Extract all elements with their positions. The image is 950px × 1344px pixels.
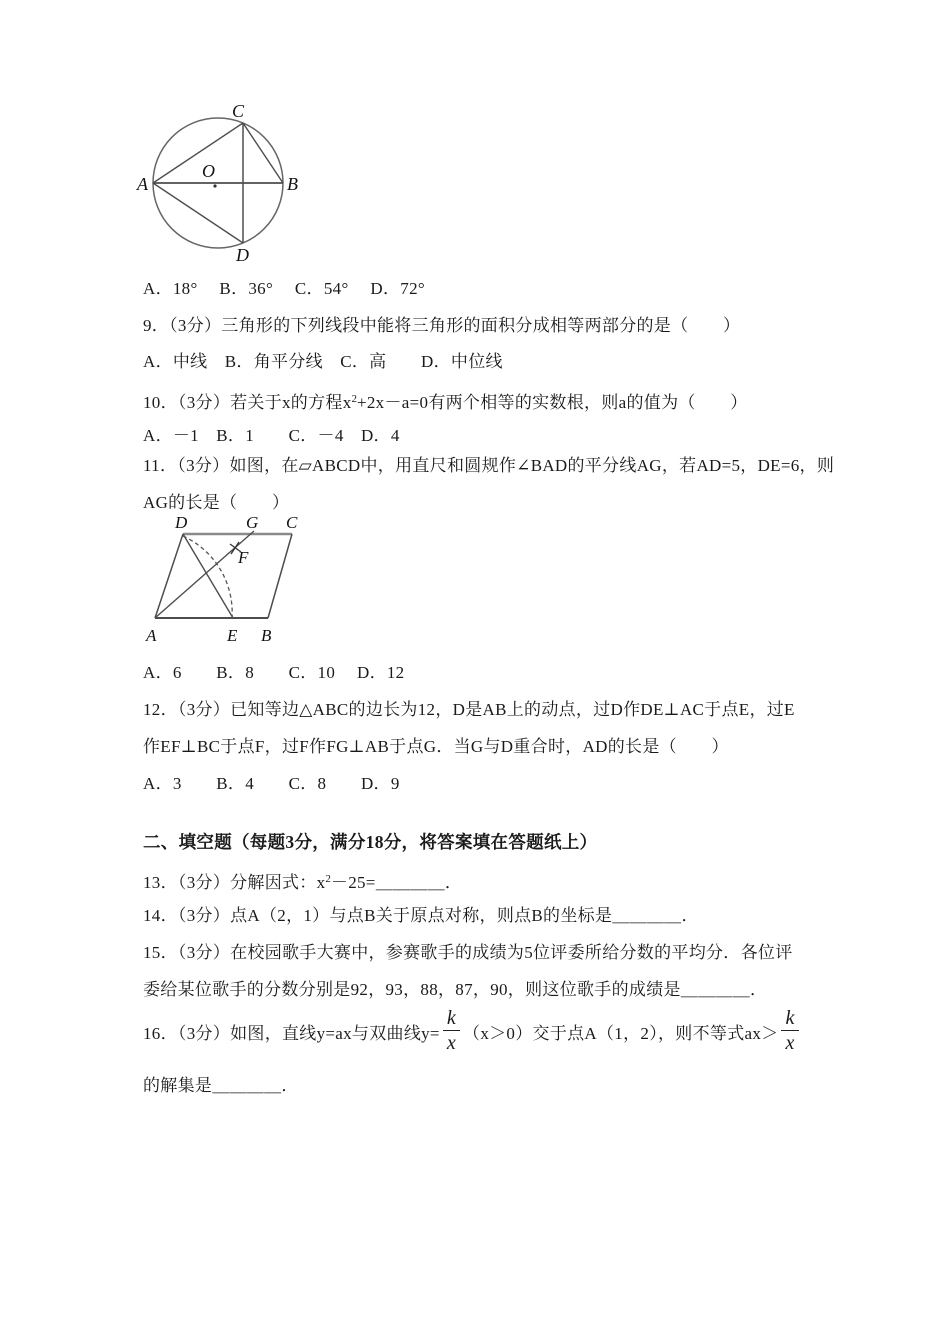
para-label-a: A <box>146 626 157 645</box>
fraction-2-numerator: k <box>785 1006 795 1029</box>
segment-de <box>183 534 233 618</box>
side-bc <box>268 534 292 618</box>
section-2-header: 二、填空题（每题3分，满分18分，将答案填在答题纸上） <box>143 832 598 852</box>
center-dot <box>213 184 216 187</box>
question-10-options: A．－1 B．1 C．－4 D．4 <box>143 426 400 445</box>
fraction-k-over-x-2 <box>781 1007 798 1056</box>
question-8-options: A．18° B．36° C．54° D．72° <box>143 279 425 298</box>
question-16-text-mid: （x＞0）交于点A（1，2），则不等式ax＞ <box>463 1023 779 1043</box>
question-10-exponent: 2 <box>351 393 357 405</box>
para-label-b: B <box>261 626 272 645</box>
question-12-options: A．3 B．4 C．8 D．9 <box>143 774 400 793</box>
para-label-d: D <box>175 513 188 532</box>
para-label-f: F <box>238 548 249 567</box>
para-label-c: C <box>286 513 298 532</box>
question-14-text: 14．（3分）点A（2，1）与点B关于原点对称，则点B的坐标是＿＿＿＿． <box>143 906 699 925</box>
circle-label-d: D <box>236 245 249 265</box>
chord-ac <box>153 123 243 183</box>
question-16-text-pre: 16．（3分）如图，直线y=ax与双曲线y= <box>143 1023 440 1043</box>
question-12-text-line2: 作EF⊥BC于点F，过F作FG⊥AB于点G．当G与D重合时，AD的长是（ ） <box>143 737 729 756</box>
question-10-text-pre: 10．（3分）若关于x的方程x <box>143 393 352 412</box>
chord-ad <box>153 183 243 243</box>
question-10-text-post: +2x－a=0有两个相等的实数根，则a的值为（ ） <box>357 393 748 412</box>
question-13-text-post: －25=＿＿＿＿． <box>330 873 463 892</box>
question-16-text-line1 <box>143 1002 802 1060</box>
question-13-text <box>143 868 462 894</box>
question-16-text-line2: 的解集是＿＿＿＿． <box>143 1076 299 1095</box>
fraction-2-denominator: x <box>781 1030 798 1056</box>
question-13-text-pre: 13．（3分）分解因式：x <box>143 873 326 892</box>
circle-label-c: C <box>232 101 245 121</box>
fraction-1-denominator: x <box>443 1030 460 1056</box>
chord-cb <box>243 123 283 183</box>
question-12-text-line1: 12．（3分）已知等边△ABC的边长为12，D是AB上的动点，过D作DE⊥AC于点E，过E <box>143 700 795 719</box>
question-15-text-line2: 委给某位歌手的分数分别是92，93，88，87，90，则这位歌手的成绩是＿＿＿＿． <box>143 980 768 999</box>
circle-label-o: O <box>202 161 215 181</box>
question-10-text <box>143 388 748 414</box>
para-label-e: E <box>227 626 238 645</box>
fraction-k-over-x-1 <box>443 1007 460 1056</box>
circle-label-b: B <box>287 174 298 194</box>
question-11-options: A．6 B．8 C．10 D．12 <box>143 663 405 682</box>
question-11-text-line1: 11．（3分）如图，在▱ABCD中，用直尺和圆规作∠BAD的平分线AG，若AD=5，DE=6，则 <box>143 456 835 475</box>
question-13-exponent: 2 <box>325 873 331 885</box>
para-label-g: G <box>246 513 259 532</box>
question-9-options: A．中线 B．角平分线 C．高 D．中位线 <box>143 352 503 371</box>
question-15-text-line1: 15．（3分）在校园歌手大赛中，参赛歌手的成绩为5位评委所给分数的平均分．各位评 <box>143 943 793 962</box>
parallelogram-figure <box>136 505 321 655</box>
circle-figure <box>136 98 308 268</box>
circle-label-a: A <box>137 174 148 194</box>
fraction-1-numerator: k <box>446 1006 457 1029</box>
question-9-text: 9．（3分）三角形的下列线段中能将三角形的面积分成相等两部分的是（ ） <box>143 316 741 335</box>
question-11-text-line2: AG的长是（ ） <box>143 493 290 512</box>
compass-arc <box>183 536 232 618</box>
